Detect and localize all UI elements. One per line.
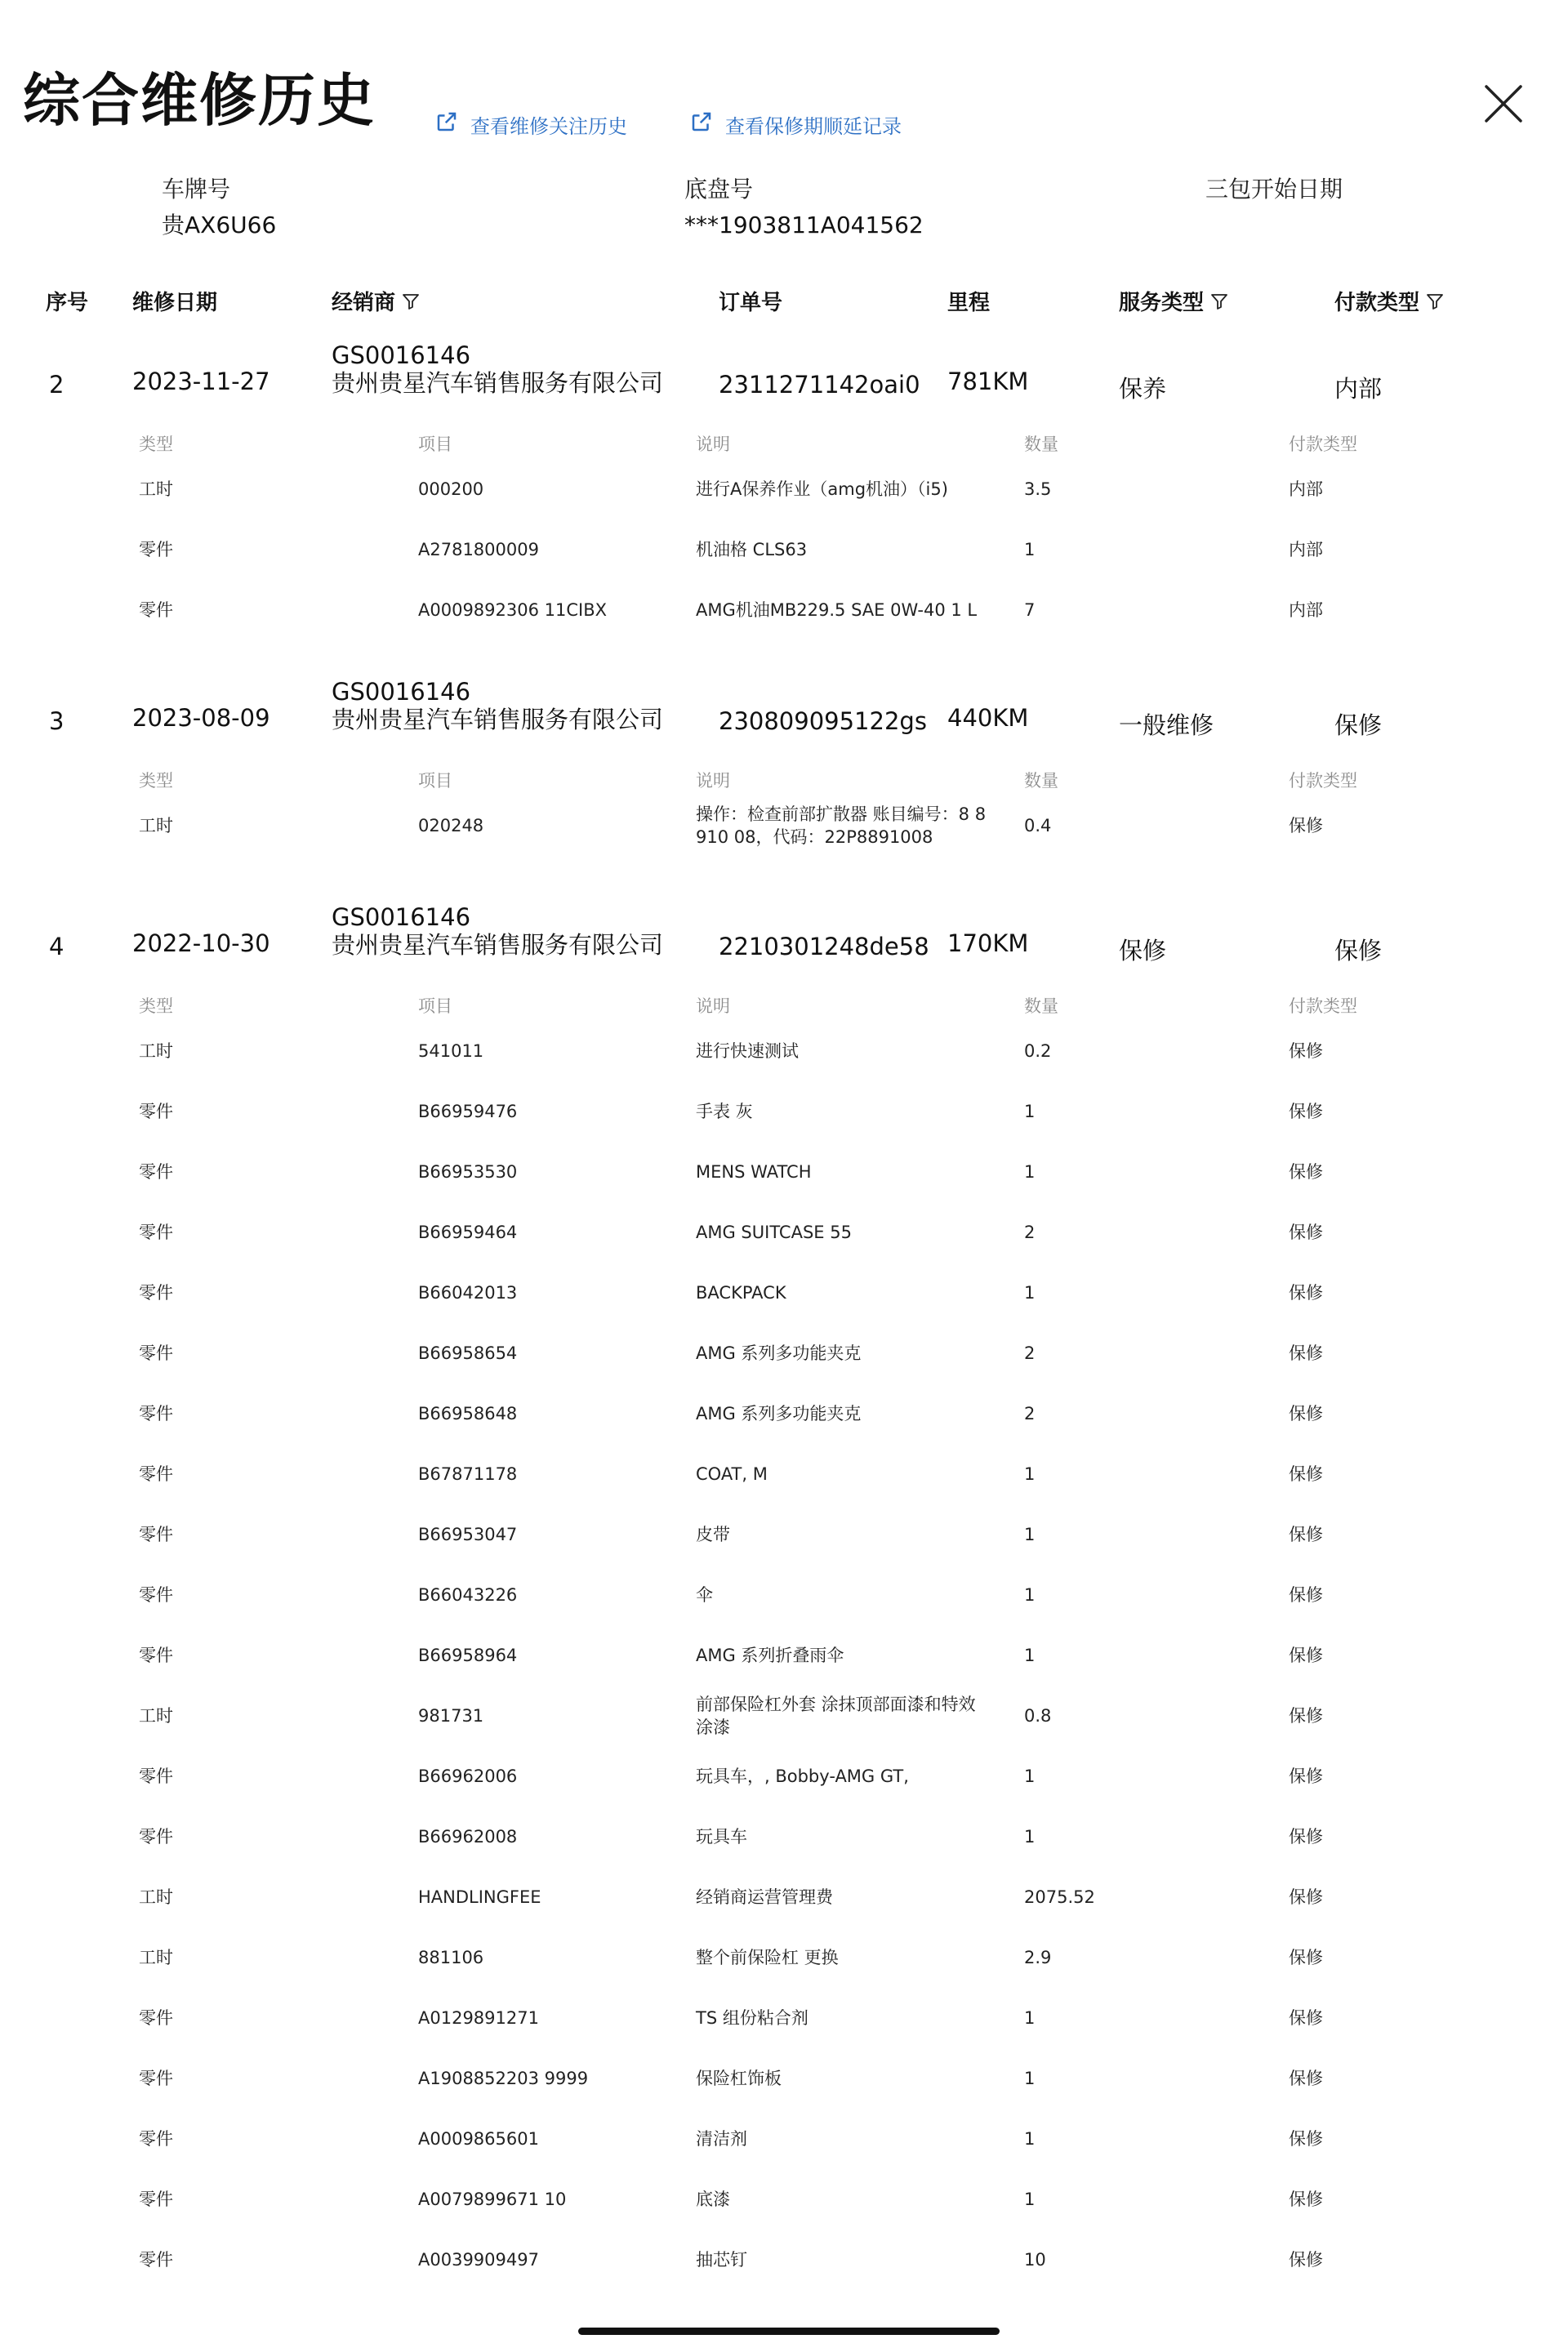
item-row [0, 1867, 1568, 1927]
item-description: 进行快速测试 [696, 1041, 799, 1061]
item-type: 工时 [139, 1948, 173, 1967]
item-payment-type: 保修 [1289, 1404, 1323, 1423]
item-description: 经销商运营管理费 [696, 1887, 833, 1907]
item-quantity: 2 [1024, 1404, 1036, 1423]
order-date: 2023-08-09 [132, 704, 270, 732]
item-description: 机油格 CLS63 [696, 540, 808, 559]
item-row [0, 1927, 1568, 1988]
dealer-name: 贵州贵星汽车销售服务有限公司 [332, 706, 664, 733]
item-type: 零件 [139, 1283, 173, 1303]
item-quantity: 1 [1024, 2008, 1036, 2028]
item-payment-type: 保修 [1289, 2008, 1323, 2028]
sub-col-item: 项目 [418, 771, 452, 791]
item-code: B66953530 [418, 1162, 518, 1182]
item-row [0, 1625, 1568, 1686]
dealer-name: 贵州贵星汽车销售服务有限公司 [332, 931, 664, 959]
item-quantity: 1 [1024, 1283, 1036, 1303]
item-type: 工时 [139, 816, 173, 835]
sub-col-type: 类型 [139, 771, 173, 791]
item-code: B66958654 [418, 1343, 518, 1363]
item-row [0, 459, 1568, 519]
item-payment-type: 保修 [1289, 1223, 1323, 1242]
service-type-filter-icon[interactable] [1210, 292, 1228, 310]
col-header-seq-label: 序号 [46, 290, 89, 315]
item-description: 保险杠饰板 [696, 2069, 782, 2088]
item-quantity: 2075.52 [1024, 1887, 1095, 1907]
item-quantity: 10 [1024, 2250, 1046, 2270]
order-dealer [332, 903, 666, 959]
item-payment-type: 保修 [1289, 2250, 1323, 2270]
col-header-date-label: 维修日期 [132, 290, 218, 315]
col-header-seq [46, 284, 88, 317]
external-link-icon [434, 109, 459, 139]
item-description: BACKPACK [696, 1283, 786, 1303]
order-payment-type: 保修 [1334, 711, 1383, 739]
item-row [0, 2169, 1568, 2230]
item-code: A0079899671 10 [418, 2190, 567, 2209]
item-type: 零件 [139, 2069, 173, 2088]
item-description: AMG 系列折叠雨伞 [696, 1646, 844, 1665]
item-description: 玩具车 [696, 1827, 747, 1847]
col-header-order-no [719, 284, 782, 317]
sub-col-pay: 付款类型 [1289, 771, 1357, 791]
item-code: B66962006 [418, 1767, 518, 1786]
item-code: HANDLINGFEE [418, 1887, 541, 1907]
close-button[interactable] [1481, 82, 1526, 126]
item-type: 零件 [139, 2129, 173, 2149]
item-row [0, 1686, 1568, 1746]
order-payment-type: 保修 [1334, 937, 1383, 965]
col-header-service-type [1119, 284, 1228, 317]
item-description: 手表 灰 [696, 1102, 753, 1121]
item-type: 零件 [139, 1102, 173, 1121]
item-payment-type: 保修 [1289, 1585, 1323, 1605]
item-quantity: 2 [1024, 1343, 1036, 1363]
item-row [0, 1021, 1568, 1081]
item-description: 前部保险杠外套 涂抹顶部面漆和特效涂漆 [696, 1695, 976, 1737]
item-code: B66953047 [418, 1525, 518, 1544]
item-type: 零件 [139, 2190, 173, 2209]
item-code: 000200 [418, 479, 484, 499]
order-mileage: 170KM [947, 929, 1029, 957]
item-row [0, 1383, 1568, 1444]
view-focus-history-label: 查看维修关注历史 [470, 114, 627, 138]
item-payment-type: 保修 [1289, 816, 1323, 835]
item-payment-type: 保修 [1289, 1283, 1323, 1303]
sub-col-type: 类型 [139, 434, 173, 454]
warranty-start-label: 三包开始日期 [1205, 176, 1343, 203]
order-service-type: 保养 [1119, 375, 1167, 403]
chassis-label: 底盘号 [684, 176, 754, 203]
payment-type-filter-icon[interactable] [1426, 292, 1444, 310]
item-payment-type: 保修 [1289, 1887, 1323, 1907]
order-number: 230809095122gs [719, 707, 927, 735]
item-payment-type: 保修 [1289, 2129, 1323, 2149]
item-quantity: 1 [1024, 2190, 1036, 2209]
order-mileage: 440KM [947, 704, 1029, 732]
item-description: 伞 [696, 1585, 713, 1605]
item-description: 操作：检查前部扩散器 账目编号：8 8 910 08，代码：22P8891008 [696, 804, 987, 847]
sub-col-desc: 说明 [696, 771, 730, 791]
item-row [0, 519, 1568, 580]
col-header-order-no-label: 订单号 [719, 290, 783, 315]
item-description: COAT, M [696, 1464, 768, 1484]
order-date: 2023-11-27 [132, 368, 270, 395]
external-link-icon [689, 109, 714, 139]
item-code: A0009865601 [418, 2129, 539, 2149]
sub-col-pay: 付款类型 [1289, 434, 1357, 454]
item-row [0, 1323, 1568, 1383]
item-code: 020248 [418, 816, 484, 835]
plate-info [162, 172, 276, 243]
item-type: 工时 [139, 1887, 173, 1907]
order-service-type: 一般维修 [1119, 711, 1214, 739]
item-quantity: 1 [1024, 2129, 1036, 2149]
item-quantity: 1 [1024, 2069, 1036, 2088]
repair-order [0, 335, 1568, 658]
item-payment-type: 内部 [1289, 600, 1323, 620]
item-row [0, 1263, 1568, 1323]
item-code: A0129891271 [418, 2008, 539, 2028]
order-dealer [332, 678, 666, 733]
item-type: 零件 [139, 2008, 173, 2028]
close-icon [1481, 114, 1526, 129]
item-quantity: 0.4 [1024, 816, 1052, 835]
item-row [0, 1081, 1568, 1142]
item-description: AMG 系列多功能夹克 [696, 1404, 862, 1423]
item-type: 零件 [139, 1646, 173, 1665]
item-code: A0009892306 11CIBX [418, 600, 608, 620]
col-header-dealer-label: 经销商 [332, 290, 396, 315]
sub-col-qty: 数量 [1024, 771, 1058, 791]
item-code: B66043226 [418, 1585, 518, 1605]
item-row [0, 1807, 1568, 1867]
item-row [0, 2230, 1568, 2290]
item-type: 零件 [139, 1404, 173, 1423]
item-payment-type: 保修 [1289, 1948, 1323, 1967]
item-type: 零件 [139, 600, 173, 620]
item-quantity: 1 [1024, 1767, 1036, 1786]
item-code: 881106 [418, 1948, 484, 1967]
item-code: B66962008 [418, 1827, 518, 1847]
item-description: 抽芯钉 [696, 2250, 747, 2270]
item-payment-type: 保修 [1289, 1102, 1323, 1121]
sub-col-pay: 付款类型 [1289, 996, 1357, 1016]
item-description: AMG 系列多功能夹克 [696, 1343, 862, 1363]
item-row [0, 1746, 1568, 1807]
item-code: B66958964 [418, 1646, 518, 1665]
order-date: 2022-10-30 [132, 929, 270, 957]
view-focus-history-link[interactable] [434, 109, 627, 139]
item-row [0, 1504, 1568, 1565]
order-number: 2311271142oai0 [719, 371, 920, 399]
item-code: B66959476 [418, 1102, 518, 1121]
view-warranty-extension-link[interactable] [689, 109, 902, 139]
item-description: TS 组份粘合剂 [696, 2008, 808, 2028]
order-dealer [332, 341, 666, 397]
item-type: 零件 [139, 1343, 173, 1363]
order-mileage: 781KM [947, 368, 1029, 395]
dealer-code: GS0016146 [332, 341, 471, 369]
item-payment-type: 保修 [1289, 1646, 1323, 1665]
item-code: A2781800009 [418, 540, 539, 559]
item-row [0, 795, 1568, 856]
item-quantity: 0.2 [1024, 1041, 1052, 1061]
home-indicator [578, 2328, 1000, 2335]
item-quantity: 2.9 [1024, 1948, 1052, 1967]
sub-col-qty: 数量 [1024, 434, 1058, 454]
dealer-code: GS0016146 [332, 903, 471, 931]
col-header-payment-type [1334, 284, 1444, 317]
item-row [0, 1142, 1568, 1202]
chassis-value: ***1903811A041562 [684, 212, 924, 238]
col-header-mileage-label: 里程 [947, 290, 991, 315]
item-description: 整个前保险杠 更换 [696, 1948, 839, 1967]
dealer-filter-icon[interactable] [402, 292, 420, 310]
item-code: B66042013 [418, 1283, 518, 1303]
item-quantity: 3.5 [1024, 479, 1052, 499]
item-payment-type: 内部 [1289, 479, 1323, 499]
order-number: 2210301248de58 [719, 933, 929, 960]
item-description: MENS WATCH [696, 1162, 812, 1182]
item-payment-type: 保修 [1289, 1162, 1323, 1182]
item-code: A0039909497 [418, 2250, 539, 2270]
item-type: 零件 [139, 1162, 173, 1182]
item-description: AMG SUITCASE 55 [696, 1223, 852, 1242]
item-quantity: 1 [1024, 1585, 1036, 1605]
sub-col-type: 类型 [139, 996, 173, 1016]
item-type: 零件 [139, 1223, 173, 1242]
item-description: 进行A保养作业（amg机油）（i5) [696, 479, 948, 499]
warranty-start-info [1205, 172, 1343, 207]
item-quantity: 1 [1024, 1827, 1036, 1847]
item-payment-type: 保修 [1289, 2069, 1323, 2088]
item-code: 981731 [418, 1706, 484, 1726]
item-quantity: 1 [1024, 1525, 1036, 1544]
item-type: 零件 [139, 1525, 173, 1544]
dealer-name: 贵州贵星汽车销售服务有限公司 [332, 369, 664, 397]
item-payment-type: 保修 [1289, 1041, 1323, 1061]
dealer-code: GS0016146 [332, 678, 471, 706]
item-type: 零件 [139, 1464, 173, 1484]
plate-label: 车牌号 [162, 176, 231, 203]
item-payment-type: 保修 [1289, 1767, 1323, 1786]
page-title: 综合维修历史 [23, 67, 376, 134]
item-row [0, 1202, 1568, 1263]
item-payment-type: 保修 [1289, 1706, 1323, 1726]
col-header-payment-type-label: 付款类型 [1334, 290, 1420, 315]
item-description: 清洁剂 [696, 2129, 747, 2149]
order-seq: 4 [49, 933, 65, 960]
order-payment-type: 内部 [1334, 375, 1383, 403]
plate-value: 贵AX6U66 [162, 212, 277, 238]
item-description: 玩具车，, Bobby-AMG GT, [696, 1767, 909, 1786]
col-header-date [132, 284, 217, 317]
item-payment-type: 保修 [1289, 1464, 1323, 1484]
item-code: 541011 [418, 1041, 484, 1061]
item-quantity: 1 [1024, 1162, 1036, 1182]
item-payment-type: 保修 [1289, 2190, 1323, 2209]
item-code: B66959464 [418, 1223, 518, 1242]
item-payment-type: 保修 [1289, 1343, 1323, 1363]
item-row [0, 2048, 1568, 2109]
repair-order [0, 897, 1568, 2308]
item-type: 工时 [139, 479, 173, 499]
item-quantity: 7 [1024, 600, 1036, 620]
view-warranty-extension-label: 查看保修期顺延记录 [725, 114, 902, 138]
item-payment-type: 保修 [1289, 1827, 1323, 1847]
item-payment-type: 内部 [1289, 540, 1323, 559]
item-quantity: 1 [1024, 1102, 1036, 1121]
item-row [0, 1444, 1568, 1504]
order-service-type: 保修 [1119, 937, 1167, 965]
item-code: B66958648 [418, 1404, 518, 1423]
item-type: 工时 [139, 1041, 173, 1061]
item-row [0, 580, 1568, 640]
sub-col-desc: 说明 [696, 996, 730, 1016]
order-seq: 2 [49, 371, 65, 399]
item-description: AMG机油MB229.5 SAE 0W-40 1 L [696, 600, 978, 620]
item-type: 工时 [139, 1706, 173, 1726]
chassis-info [684, 172, 924, 243]
sub-col-desc: 说明 [696, 434, 730, 454]
item-type: 零件 [139, 2250, 173, 2270]
order-seq: 3 [49, 707, 65, 735]
item-row [0, 1988, 1568, 2048]
item-row [0, 2109, 1568, 2169]
item-quantity: 2 [1024, 1223, 1036, 1242]
sub-col-item: 项目 [418, 996, 452, 1016]
col-header-mileage [947, 284, 990, 317]
item-description: 皮带 [696, 1525, 730, 1544]
item-type: 零件 [139, 1767, 173, 1786]
item-row [0, 1565, 1568, 1625]
item-code: B67871178 [418, 1464, 518, 1484]
item-quantity: 1 [1024, 540, 1036, 559]
item-type: 零件 [139, 1585, 173, 1605]
item-type: 零件 [139, 540, 173, 559]
item-code: A1908852203 9999 [418, 2069, 589, 2088]
col-header-dealer [332, 284, 420, 317]
sub-col-item: 项目 [418, 434, 452, 454]
item-payment-type: 保修 [1289, 1525, 1323, 1544]
item-type: 零件 [139, 1827, 173, 1847]
repair-order [0, 671, 1568, 874]
item-description: 底漆 [696, 2190, 730, 2209]
sub-col-qty: 数量 [1024, 996, 1058, 1016]
item-quantity: 0.8 [1024, 1706, 1052, 1726]
item-quantity: 1 [1024, 1464, 1036, 1484]
item-quantity: 1 [1024, 1646, 1036, 1665]
col-header-service-type-label: 服务类型 [1119, 290, 1205, 315]
